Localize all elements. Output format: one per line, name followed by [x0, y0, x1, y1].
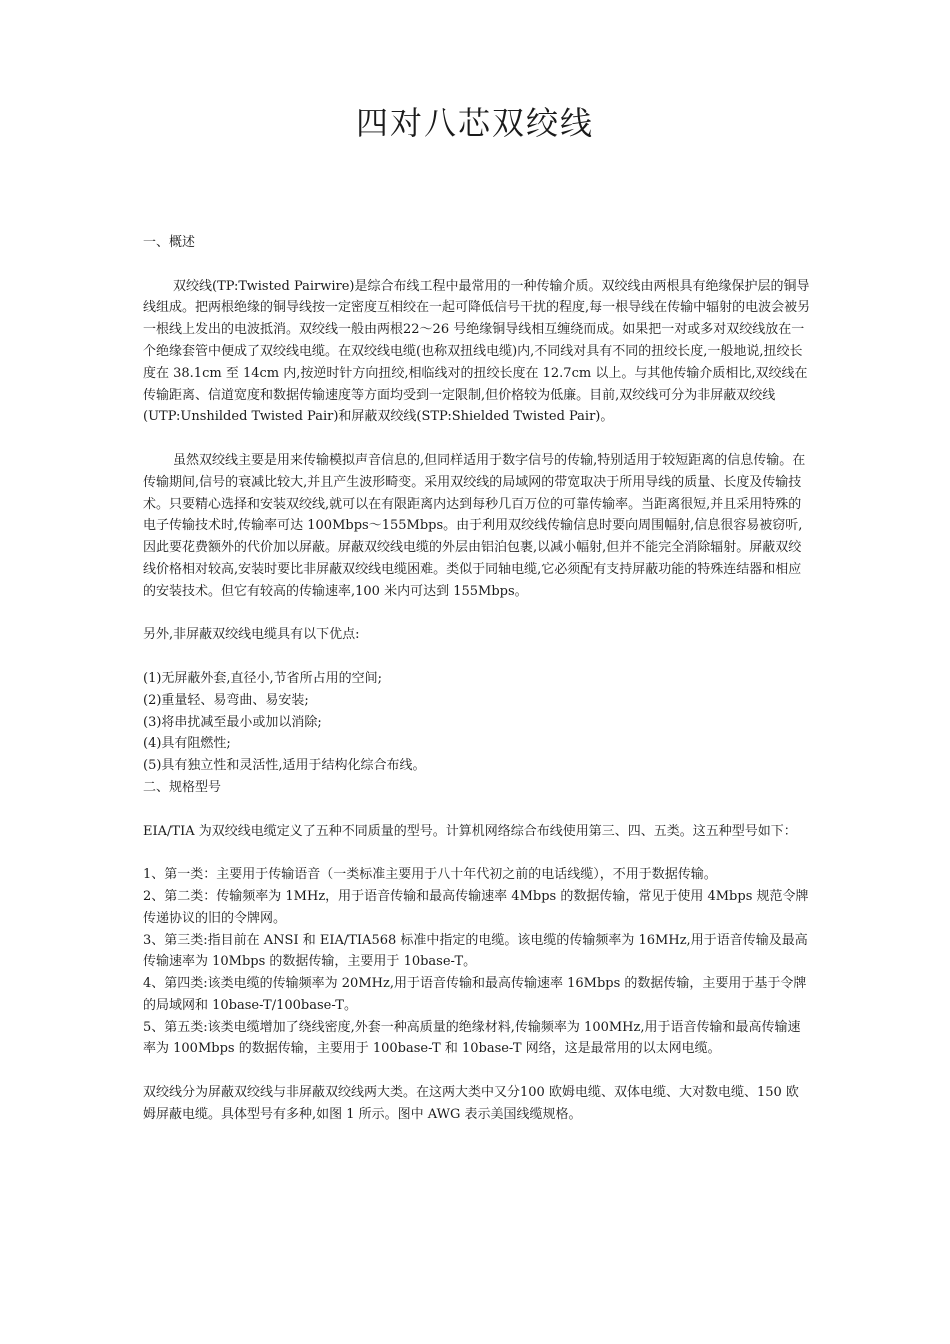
categories-list: [143, 864, 811, 1060]
list-item: 4、第四类:该类电缆的传输频率为 20MHz,用于语音传输和最高传输速率 16Mbps 的数据传输，主要用于基于令牌的局域网和 10base-T/100base-T。: [143, 976, 807, 1013]
section-heading-specs: 二、规格型号: [143, 779, 222, 795]
advantages-intro: 另外,非屏蔽双绞线电缆具有以下优点:: [143, 627, 360, 643]
document-body: [143, 232, 811, 1126]
list-item: (3)将串扰减至最小或加以消除;: [143, 714, 322, 730]
list-item: (1)无屏蔽外套,直径小,节省所占用的空间;: [143, 670, 383, 686]
list-item: (5)具有独立性和灵活性,适用于结构化综合布线。: [143, 758, 426, 774]
list-item: 3、第三类:指目前在 ANSI 和 EIA/TIA568 标准中指定的电缆。该电缆的传输频率为 16MHz,用于语音传输及最高传输速率为 10Mbps 的数据传输，主要用于 10base-T。: [143, 932, 808, 970]
paragraph-transmission: 虽然双绞线主要是用来传输模拟声音信息的,但同样适用于数字信号的传输,特别适用于较短距离的信息传输。在传输期间,信号的衰减比较大,并且产生波形畸变。采用双绞线的局域网的带宽取决于所用导线的质量、长度及传输技术。只要精心选择和安装双绞线,就可以在有限距离内达到每秒几百万位的可靠传输率。当距离很短,并且采用特殊的电子传输技术时,传输率可达 100Mbps～155Mbps。由于利用双绞线传输信息时要向周围幅射,信息很容易被窃听,因此要花费额外的代价加以屏蔽。屏蔽双绞线电缆的外层由铝泊包裹,以减小幅射,但并不能完全消除辐射。屏蔽双绞线价格相对较高,安装时要比非屏蔽双绞线电缆困难。类似于同轴电缆,它必须配有支持屏蔽功能的特殊连结器和相应的安装技术。但它有较高的传输速率,100 米内可达到 155Mbps。: [143, 452, 806, 599]
section-heading-overview: 一、概述: [143, 235, 196, 250]
list-item: 2、第二类：传输频率为 1MHz，用于语音传输和最高传输速率 4Mbps 的数据传输，常见于使用 4Mbps 规范令牌传递协议的旧的令牌网。: [143, 888, 809, 926]
paragraph-classification: 双绞线分为屏蔽双绞线与非屏蔽双绞线两大类。在这两大类中又分100 欧姆电缆、双体电缆、大对数电缆、150 欧姆屏蔽电缆。具体型号有多种,如图 1 所示。图中 AWG 表示美国线缆规格。: [143, 1085, 799, 1122]
advantages-list: [143, 668, 811, 777]
paragraph-intro: 双绞线(TP:Twisted Pairwire)是综合布线工程中最常用的一种传输介质。双绞线由两根具有绝缘保护层的铜导线组成。把两根绝缘的铜导线按一定密度互相绞在一起可降低信号干扰的程度,每一根导线在传输中辐射的电波会被另一根线上发出的电波抵消。双绞线一般由两根22～26 号绝缘铜导线相互缠绕而成。如果把一对或多对双绞线放在一个绝缘套管中便成了双绞线电缆。在双绞线电缆(也称双扭线电缆)内,不同线对具有不同的扭绞长度,一般地说,扭绞长度在 38.1cm 至 14cm 内,按逆时针方向扭绞,相临线对的扭绞长度在 12.7cm 以上。与其他传输介质相比,双绞线在传输距离、信道宽度和数据传输速度等方面均受到一定限制,但价格较为低廉。目前,双绞线可分为非屏蔽双绞线(UTP:Unshilded Twisted Pair)和屏蔽双绞线(STP:Shielded Twisted Pair)。: [143, 278, 811, 425]
list-item: 5、第五类:该类电缆增加了绕线密度,外套一种高质量的绝缘材料,传输频率为 100MHz,用于语音传输和最高传输速率为 100Mbps 的数据传输，主要用于 100base-T 和 10base-T 网络，这是最常用的以太网电缆。: [143, 1019, 801, 1057]
list-item: 1、第一类：主要用于传输语音（一类标准主要用于八十年代初之前的电话线缆），不用于数据传输。: [143, 867, 717, 883]
document-title: 四对八芯双绞线: [355, 104, 594, 142]
list-item: (4)具有阻燃性;: [143, 736, 231, 752]
list-item: (2)重量轻、易弯曲、易安装;: [143, 692, 309, 708]
paragraph-eia-tia: EIA/TIA 为双绞线电缆定义了五种不同质量的型号。计算机网络综合布线使用第三、四、五类。这五种型号如下：: [143, 823, 797, 839]
